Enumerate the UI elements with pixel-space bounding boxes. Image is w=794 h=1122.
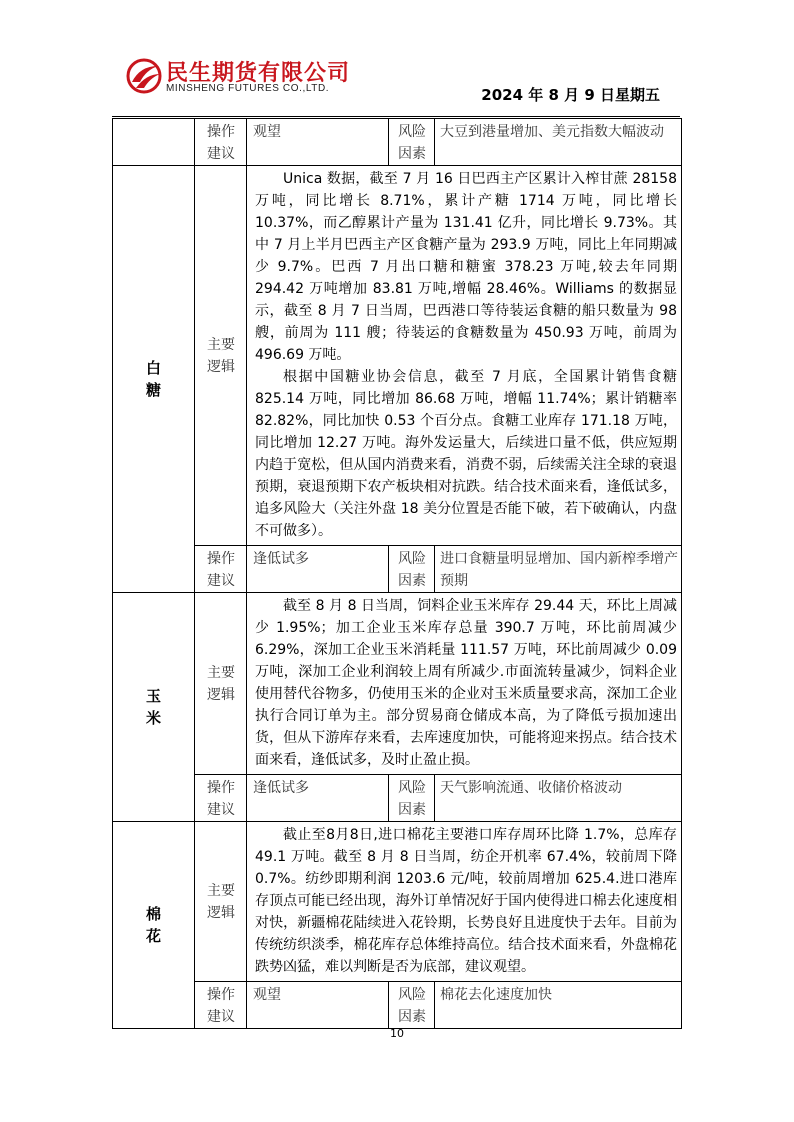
suggestion-value: 观望 [247, 982, 389, 1029]
header-divider [112, 116, 680, 117]
logic-label: 主要逻辑 [195, 593, 247, 775]
suggestion-label: 操作建议 [195, 119, 247, 166]
strategy-table [112, 118, 682, 1029]
table-row [113, 775, 682, 822]
cotton-logic [247, 822, 682, 982]
category-sugar: 白糖 [113, 166, 195, 593]
suggestion-label: 操作建议 [195, 982, 247, 1029]
risk-value: 棉花去化速度加快 [435, 982, 682, 1029]
risk-value: 天气影响流通、收储价格波动 [435, 775, 682, 822]
logic-label: 主要逻辑 [195, 166, 247, 546]
minsheng-logo-icon [126, 58, 162, 94]
category-cotton: 棉花 [113, 822, 195, 1029]
suggestion-value: 观望 [247, 119, 389, 166]
risk-label: 风险因素 [389, 982, 435, 1029]
table-row [113, 593, 682, 775]
table-row [113, 982, 682, 1029]
logic-label: 主要逻辑 [195, 822, 247, 982]
category-corn: 玉米 [113, 593, 195, 822]
suggestion-value: 逢低试多 [247, 775, 389, 822]
suggestion-label: 操作建议 [195, 546, 247, 593]
risk-label: 风险因素 [389, 775, 435, 822]
logic-paragraph: 截止至8月8日,进口棉花主要港口库存周环比降 1.7%，总库存 49.1 万吨。截至 8 月 8 日当周，纺企开机率 67.4%，较前周下降 0.7%。纺纱即期利润 1203.6 元/吨，较前周增加 625.4.进口港库存顶点可能已经出现，海外订单情况好于国内使得进口棉去化速度相对快，新疆棉花陆续进入花铃期，长势良好且进度快于去年。目前为传统纺织淡季，棉花库存总体维持高位。结合技术面来看，外盘棉花跌势凶猛，难以判断是否为底部，建议观望。 [255, 827, 677, 975]
risk-value: 大豆到港量增加、美元指数大幅波动 [435, 119, 682, 166]
table-row [113, 119, 682, 166]
category-cell-empty [113, 119, 195, 166]
suggestion-value: 逢低试多 [247, 546, 389, 593]
report-date: 2024 年 8 月 9 日星期五 [481, 86, 660, 104]
company-name-en: MINSHENG FUTURES CO.,LTD. [166, 83, 330, 94]
logic-paragraph: 根据中国糖业协会信息，截至 7 月底，全国累计销售食糖 825.14 万吨，同比增加 86.68 万吨，增幅 11.74%；累计销糖率 82.82%，同比加快 0.53 个百分点。食糖工业库存 171.18 万吨，同比增加 12.27 万吨。海外发运量大，后续进口量不低，供应短期内趋于宽松，但从国内消费来看，消费不弱，后续需关注全球的衰退预期，衰退预期下农产板块相对抗跌。结合技术面来看，逢低试多，追多风险大（关注外盘 18 美分位置是否能下破，若下破确认，内盘不可做多）。 [255, 369, 677, 539]
logic-paragraph: Unica 数据，截至 7 月 16 日巴西主产区累计入榨甘蔗 28158 万吨，同比增长 8.71%，累计产糖 1714 万吨，同比增长 10.37%，而乙醇累计产量为 131.41 亿升，同比增长 9.73%。其中 7 月上半月巴西主产区食糖产量为 293.9 万吨，同比上年同期减少 9.7%。巴西 7 月出口糖和糖蜜 378.23 万吨,较去年同期 294.42 万吨增加 83.81 万吨,增幅 28.46%。Williams 的数据显示，截至 8 月 7 日当周，巴西港口等待装运食糖的船只数量为 98 艘，前周为 111 艘；待装运的食糖数量为 450.93 万吨，前周为 496.69 万吨。 [255, 171, 677, 363]
logic-paragraph: 截至 8 月 8 日当周，饲料企业玉米库存 29.44 天，环比上周减少 1.95%；加工企业玉米库存总量 390.7 万吨，环比前周减少 6.29%，深加工企业玉米消耗量 111.57 万吨，环比前周减少 0.09 万吨，深加工企业利润较上周有所减少.市面流转量减少，饲料企业使用替代谷物多，仍使用玉米的企业对玉米质量要求高，深加工企业执行合同订单为主。部分贸易商仓储成本高，为了降低亏损加速出货，但从下游库存来看，去库速度加快，可能将迎来拐点。结合技术面来看，逢低试多，及时止盈止损。 [255, 598, 677, 768]
table-row [113, 166, 682, 546]
table-row [113, 546, 682, 593]
risk-label: 风险因素 [389, 546, 435, 593]
corn-logic [247, 593, 682, 775]
table-row [113, 822, 682, 982]
risk-value: 进口食糖量明显增加、国内新榨季增产预期 [435, 546, 682, 593]
company-name-cn: 民生期货有限公司 [166, 61, 351, 86]
page-number: 10 [390, 1027, 404, 1040]
risk-label: 风险因素 [389, 119, 435, 166]
sugar-logic [247, 166, 682, 546]
suggestion-label: 操作建议 [195, 775, 247, 822]
company-logo [126, 56, 366, 100]
